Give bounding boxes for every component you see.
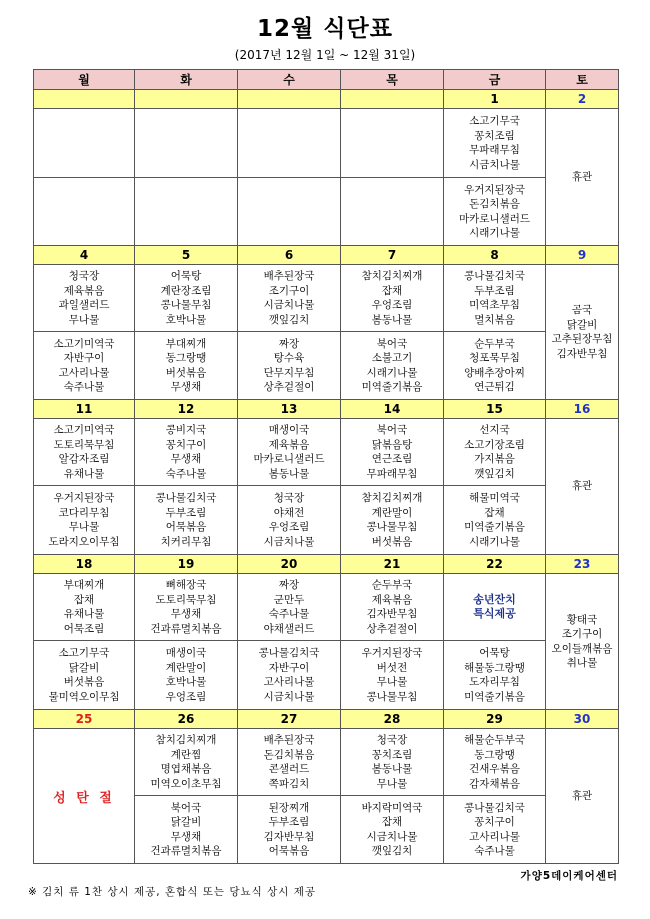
- menu-item: 해물동그랑땡: [464, 661, 525, 674]
- lunch-menu-cell: [444, 419, 546, 486]
- weekday-header: 금: [444, 70, 546, 90]
- date-cell: 5: [135, 246, 238, 265]
- menu-item: 북어국: [376, 337, 408, 350]
- menu-item: 콩나물김치국: [464, 270, 525, 282]
- menu-item: 된장찌개: [268, 801, 310, 814]
- lunch-menu-cell: [341, 729, 444, 796]
- menu-item: 매생이국: [165, 647, 207, 659]
- menu-item: 도라지오이무침: [48, 535, 120, 548]
- date-row: [34, 246, 619, 265]
- date-cell: 12: [135, 400, 238, 419]
- menu-item: 시금치나물: [469, 158, 520, 171]
- lunch-menu-cell: [444, 109, 546, 178]
- menu-item: 시금치나물: [263, 535, 315, 548]
- lunch-menu-cell: [135, 265, 238, 332]
- menu-item: 콩나물무침: [160, 299, 212, 311]
- dinner-menu-cell: [444, 796, 546, 864]
- lunch-menu-cell: [444, 729, 546, 796]
- dinner-menu-cell: [341, 178, 444, 246]
- menu-item: 닭볶음탕: [371, 438, 413, 451]
- menu-item: 명엽채볶음: [160, 763, 212, 775]
- menu-item: 건과류멸치볶음: [150, 622, 222, 635]
- menu-item: 북어국: [376, 424, 408, 436]
- menu-item: 야채전: [273, 506, 305, 519]
- menu-item: 잡채: [484, 506, 505, 519]
- menu-item: 우거지된장국: [361, 647, 423, 659]
- saturday-cell: [546, 419, 619, 555]
- date-cell: 7: [341, 246, 444, 265]
- menu-item: 버섯볶음: [63, 676, 105, 688]
- dinner-row: [34, 332, 619, 400]
- dinner-menu-cell: [34, 486, 135, 555]
- menu-item: 황태국: [566, 613, 598, 626]
- weekday-header: 토: [546, 70, 619, 90]
- menu-item: 호박나물: [165, 676, 207, 688]
- lunch-row: [34, 109, 619, 178]
- menu-item: 어묵볶음: [165, 521, 207, 533]
- menu-item: 제육볶음: [371, 593, 413, 606]
- menu-item: 청국장: [273, 492, 305, 504]
- menu-item: 뼈해장국: [165, 579, 207, 591]
- dinner-menu-cell: [238, 796, 341, 864]
- menu-item: 닭갈비: [170, 816, 202, 828]
- menu-item: 숙주나물: [63, 381, 105, 393]
- menu-item: 참치김치찌개: [155, 734, 217, 746]
- date-cell: 19: [135, 555, 238, 574]
- menu-item: 부대찌개: [165, 337, 207, 350]
- menu-item: 소고기무국: [58, 647, 110, 659]
- provider-name: 가양5데이케어센터: [520, 870, 618, 882]
- menu-item: 탕수육: [273, 352, 305, 364]
- menu-item: 물미역오이무침: [48, 690, 120, 703]
- menu-item: 소고기미역국: [53, 424, 115, 436]
- menu-item: 송년잔치: [473, 592, 516, 606]
- menu-item: 무나물: [376, 777, 408, 790]
- menu-item: 연근튀김: [474, 381, 515, 393]
- menu-item: 김자반무침: [556, 347, 608, 360]
- menu-item: 닭갈비: [68, 661, 100, 674]
- menu-item: 시래기나물: [469, 535, 520, 548]
- saturday-cell: [546, 574, 619, 710]
- menu-item: 도토리묵무침: [155, 593, 217, 606]
- dinner-menu-cell: [34, 641, 135, 710]
- date-cell: 20: [238, 555, 341, 574]
- menu-item: 마카로니샐러드: [253, 453, 325, 465]
- menu-item: 바지락미역국: [361, 801, 423, 814]
- lunch-menu-cell: [444, 574, 546, 641]
- menu-item: 군만두: [273, 593, 305, 606]
- menu-item: 제육볶음: [63, 284, 105, 297]
- menu-item: 깻잎김치: [474, 467, 515, 480]
- menu-item: 버섯전: [376, 661, 408, 674]
- menu-item: 꽁치구이: [165, 438, 207, 451]
- dinner-row: [34, 641, 619, 710]
- date-cell: 2: [546, 90, 619, 109]
- menu-item: 미역오이초무침: [150, 777, 222, 790]
- date-cell: 26: [135, 710, 238, 729]
- menu-item: 제육볶음: [268, 438, 310, 451]
- menu-item: 짜장: [278, 337, 300, 350]
- menu-item: 무생채: [170, 381, 202, 393]
- menu-item: 치커리무침: [160, 535, 212, 548]
- menu-item: 순두부국: [474, 337, 515, 350]
- dinner-menu-cell: [238, 641, 341, 710]
- menu-item: 상추겉절이: [366, 622, 418, 635]
- menu-item: 돈김치볶음: [263, 748, 315, 761]
- menu-item: 버섯볶음: [371, 535, 413, 548]
- date-cell: 23: [546, 555, 619, 574]
- menu-item: 무생채: [170, 608, 202, 620]
- menu-item: 휴관: [571, 480, 593, 493]
- saturday-cell: [546, 109, 619, 246]
- date-row: [34, 710, 619, 729]
- date-cell: 28: [341, 710, 444, 729]
- menu-item: 특식제공: [473, 607, 516, 620]
- dinner-menu-cell: [135, 332, 238, 400]
- menu-item: 어묵조림: [63, 622, 105, 635]
- lunch-menu-cell: [238, 419, 341, 486]
- menu-item: 숙주나물: [474, 845, 515, 857]
- menu-item: 해물미역국: [469, 492, 520, 504]
- menu-item: 곰국: [571, 304, 593, 316]
- dinner-menu-cell: [238, 178, 341, 246]
- saturday-cell: [546, 729, 619, 864]
- weekday-header-row: [34, 70, 619, 90]
- dinner-menu-cell: [444, 178, 546, 246]
- date-cell: [341, 90, 444, 109]
- menu-item: 코다리무침: [58, 506, 110, 519]
- date-cell: [135, 90, 238, 109]
- menu-item: 짜장: [278, 579, 300, 591]
- date-cell: 14: [341, 400, 444, 419]
- menu-item: 우엉조림: [371, 299, 413, 311]
- menu-item: 마카로니샐러드: [458, 212, 530, 225]
- menu-item: 야채샐러드: [263, 622, 315, 635]
- lunch-menu-cell: [341, 109, 444, 178]
- menu-item: 도자리무침: [469, 676, 520, 688]
- lunch-menu-cell: [341, 574, 444, 641]
- holiday-label: 성 탄 절: [34, 729, 135, 864]
- menu-item: 숙주나물: [268, 608, 310, 620]
- lunch-menu-cell: [135, 109, 238, 178]
- date-cell: 29: [444, 710, 546, 729]
- date-row: [34, 90, 619, 109]
- menu-item: 깻잎김치: [371, 845, 413, 857]
- menu-item: 선지국: [479, 424, 510, 436]
- menu-item: 도토리묵무침: [53, 438, 115, 451]
- menu-item: 시금치나물: [366, 830, 418, 843]
- menu-item: 유채나물: [63, 467, 105, 480]
- menu-item: 배추된장국: [263, 734, 315, 746]
- lunch-menu-cell: [238, 574, 341, 641]
- menu-item: 잡채: [381, 816, 403, 828]
- menu-item: 건새우볶음: [469, 763, 520, 775]
- menu-item: 연근조림: [371, 453, 413, 465]
- menu-item: 취나물: [566, 657, 598, 669]
- menu-item: 우엉조림: [268, 521, 310, 533]
- date-cell: 22: [444, 555, 546, 574]
- date-cell: 21: [341, 555, 444, 574]
- menu-item: 휴관: [571, 789, 593, 802]
- menu-item: 가지볶음: [474, 453, 515, 465]
- menu-item: 시래기나물: [469, 227, 520, 239]
- menu-item: 고추된장무침: [551, 333, 613, 345]
- dinner-menu-cell: [341, 332, 444, 400]
- menu-item: 부대찌개: [63, 579, 105, 591]
- lunch-menu-cell: [238, 109, 341, 178]
- menu-item: 두부조림: [268, 816, 310, 828]
- page-title: 12월 식단표: [257, 16, 393, 42]
- menu-item: 매생이국: [268, 424, 310, 436]
- menu-item: 봄동나물: [371, 763, 413, 775]
- menu-item: 두부조림: [165, 506, 207, 519]
- menu-item: 조기구이: [268, 284, 310, 297]
- menu-item: 참치김치찌개: [361, 492, 423, 504]
- weekday-header: 화: [135, 70, 238, 90]
- lunch-menu-cell: [341, 265, 444, 332]
- dinner-menu-cell: [444, 641, 546, 710]
- menu-item: 참치김치찌개: [361, 270, 423, 282]
- menu-item: 무나물: [376, 676, 408, 688]
- date-cell: 8: [444, 246, 546, 265]
- menu-item: 고사리나물: [58, 366, 110, 379]
- menu-item: 청국장: [376, 734, 408, 746]
- menu-item: 버섯볶음: [165, 366, 207, 379]
- menu-item: 건과류멸치볶음: [150, 845, 222, 857]
- date-cell: 16: [546, 400, 619, 419]
- menu-item: 무파래무침: [469, 144, 520, 156]
- menu-item: 꽁치조림: [371, 748, 413, 761]
- date-cell: 6: [238, 246, 341, 265]
- menu-item: 어묵볶음: [268, 845, 310, 857]
- dinner-menu-cell: [135, 796, 238, 864]
- weekday-header: 목: [341, 70, 444, 90]
- dinner-menu-cell: [238, 332, 341, 400]
- menu-item: 순두부국: [371, 579, 413, 591]
- menu-item: 미역줄기볶음: [361, 381, 423, 393]
- menu-item: 계란장조림: [160, 284, 212, 297]
- menu-item: 콩비지국: [165, 424, 207, 436]
- weekday-header: 수: [238, 70, 341, 90]
- dinner-menu-cell: [341, 486, 444, 555]
- saturday-cell: [546, 265, 619, 400]
- menu-item: 닭갈비: [566, 318, 598, 331]
- menu-item: 고사리나물: [263, 676, 315, 688]
- lunch-menu-cell: [135, 729, 238, 796]
- menu-item: 김자반무침: [263, 830, 315, 843]
- date-cell: 9: [546, 246, 619, 265]
- menu-item: 꽁치구이: [474, 816, 515, 828]
- menu-item: 미역줄기볶음: [464, 521, 525, 533]
- menu-item: 우거지된장국: [464, 183, 525, 196]
- menu-item: 소고기무국: [469, 115, 520, 127]
- weekday-header: 월: [34, 70, 135, 90]
- menu-item: 콩나물무침: [366, 690, 418, 703]
- menu-item: 잡채: [381, 284, 403, 297]
- menu-item: 무나물: [68, 521, 100, 533]
- dinner-menu-cell: [444, 332, 546, 400]
- menu-item: 어묵탕: [170, 270, 202, 282]
- date-cell: 11: [34, 400, 135, 419]
- menu-item: 두부조림: [474, 284, 515, 297]
- date-range: (2017년 12월 1일 ~ 12월 31일): [234, 48, 416, 62]
- menu-item: 돈김치볶음: [469, 198, 520, 210]
- menu-item: 숙주나물: [165, 467, 207, 480]
- menu-item: 배추된장국: [263, 270, 315, 282]
- menu-item: 알감자조림: [58, 453, 110, 465]
- lunch-row: [34, 419, 619, 486]
- lunch-menu-cell: [444, 265, 546, 332]
- lunch-menu-cell: [34, 109, 135, 178]
- lunch-menu-cell: [238, 265, 341, 332]
- menu-item: 상추겉절이: [263, 381, 315, 393]
- menu-item: 감자채볶음: [469, 777, 520, 790]
- menu-item: 자반구이: [268, 661, 310, 674]
- menu-item: 휴관: [571, 170, 593, 183]
- menu-item: 잡채: [73, 593, 95, 606]
- menu-item: 무파래무침: [366, 467, 418, 480]
- date-cell: 13: [238, 400, 341, 419]
- menu-item: 멸치볶음: [474, 313, 515, 326]
- lunch-row: [34, 729, 619, 796]
- menu-item: 시금치나물: [263, 299, 315, 311]
- dinner-menu-cell: [135, 486, 238, 555]
- dinner-menu-cell: [341, 641, 444, 710]
- menu-item: 양배추장아찌: [464, 366, 525, 379]
- menu-item: 김자반무침: [366, 608, 418, 620]
- lunch-menu-cell: [341, 419, 444, 486]
- menu-item: 미역줄기볶음: [464, 690, 525, 703]
- menu-item: 시래기나물: [366, 366, 418, 379]
- menu-item: 봄동나물: [268, 467, 310, 480]
- date-cell: 15: [444, 400, 546, 419]
- dinner-menu-cell: [34, 332, 135, 400]
- menu-item: 미역초무침: [469, 299, 520, 311]
- menu-item: 청국장: [68, 270, 100, 282]
- date-cell: 25: [34, 710, 135, 729]
- meal-calendar: [33, 69, 619, 864]
- menu-item: 콩나물김치국: [155, 492, 217, 504]
- menu-item: 봄동나물: [371, 313, 413, 326]
- menu-item: 콩나물무침: [366, 521, 418, 533]
- menu-item: 콩나물김치국: [464, 801, 525, 814]
- dinner-row: [34, 178, 619, 246]
- menu-item: 소고기미역국: [53, 337, 115, 350]
- date-cell: 27: [238, 710, 341, 729]
- menu-item: 소불고기: [371, 352, 413, 364]
- dinner-menu-cell: [135, 178, 238, 246]
- date-cell: [34, 90, 135, 109]
- lunch-menu-cell: [34, 419, 135, 486]
- date-row: [34, 400, 619, 419]
- menu-item: 고사리나물: [469, 830, 520, 843]
- dinner-menu-cell: [135, 641, 238, 710]
- menu-item: 동그랑땡: [165, 352, 207, 364]
- menu-item: 콘샐러드: [268, 763, 310, 775]
- menu-item: 쪽파김치: [268, 777, 310, 790]
- dinner-menu-cell: [34, 178, 135, 246]
- menu-item: 계란말이: [165, 661, 207, 674]
- dinner-menu-cell: [341, 796, 444, 864]
- menu-item: 조기구이: [561, 628, 603, 640]
- date-cell: [238, 90, 341, 109]
- menu-item: 시금치나물: [263, 690, 315, 703]
- menu-item: 콩나물김치국: [258, 647, 320, 659]
- footnote: ※ 김치 류 1찬 상시 제공, 혼합식 또는 당뇨식 상시 제공: [28, 886, 317, 898]
- lunch-menu-cell: [34, 574, 135, 641]
- menu-item: 해물순두부국: [464, 734, 525, 746]
- menu-item: 계란말이: [371, 506, 413, 519]
- lunch-menu-cell: [135, 574, 238, 641]
- dinner-row: [34, 486, 619, 555]
- menu-item: 북어국: [170, 801, 202, 814]
- menu-item: 어묵탕: [479, 647, 510, 659]
- lunch-menu-cell: [34, 265, 135, 332]
- dinner-menu-cell: [238, 486, 341, 555]
- menu-item: 동그랑땡: [474, 748, 515, 761]
- menu-item: 우거지된장국: [53, 492, 115, 504]
- date-cell: 4: [34, 246, 135, 265]
- date-row: [34, 555, 619, 574]
- dinner-menu-cell: [444, 486, 546, 555]
- menu-item: 자반구이: [63, 352, 105, 364]
- menu-item: 깻잎김치: [268, 313, 310, 326]
- menu-item: 유채나물: [63, 608, 105, 620]
- menu-item: 청포묵무침: [469, 352, 520, 364]
- menu-item: 소고기장조림: [464, 438, 525, 451]
- menu-item: 과일샐러드: [58, 299, 110, 311]
- menu-item: 무나물: [68, 313, 100, 326]
- lunch-menu-cell: [135, 419, 238, 486]
- menu-item: 오이들깨볶음: [551, 642, 613, 655]
- menu-item: 무생채: [170, 830, 202, 843]
- menu-item: 우엉조림: [165, 690, 207, 703]
- menu-item: 무생채: [170, 453, 202, 465]
- menu-item: 계란찜: [170, 748, 202, 761]
- lunch-row: [34, 265, 619, 332]
- date-cell: 1: [444, 90, 546, 109]
- lunch-row: [34, 574, 619, 641]
- date-cell: 18: [34, 555, 135, 574]
- lunch-menu-cell: [238, 729, 341, 796]
- menu-item: 단무지무침: [263, 366, 315, 379]
- menu-item: 호박나물: [165, 313, 207, 326]
- date-cell: 30: [546, 710, 619, 729]
- menu-item: 꽁치조림: [474, 129, 515, 142]
